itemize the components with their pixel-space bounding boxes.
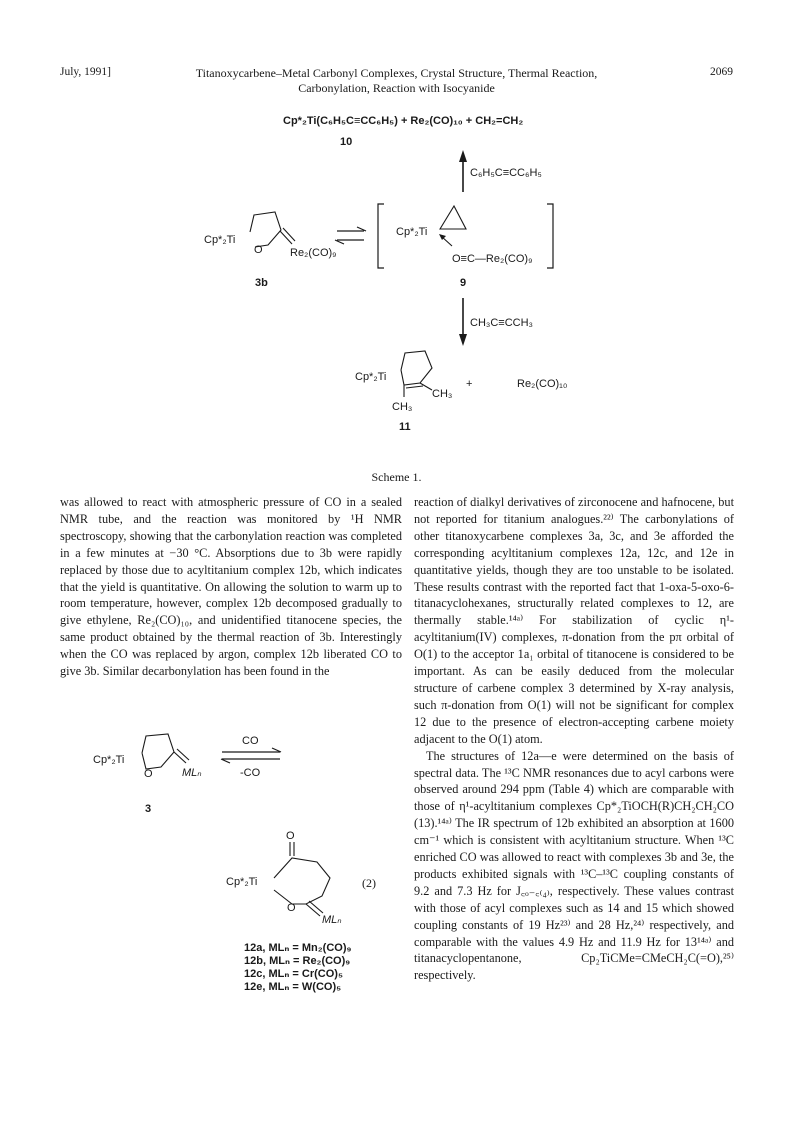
ch3-a-11: CH₃ — [432, 388, 453, 400]
bond-3-ml — [174, 752, 186, 763]
arrow-down-head — [459, 334, 467, 346]
bracket-right — [547, 204, 553, 268]
label-compound-10: 10 — [340, 136, 353, 148]
ml-3: MLₙ — [182, 767, 202, 779]
ring-11 — [401, 351, 432, 385]
right-column — [414, 494, 734, 984]
cp-ti-11: Cp*₂Ti — [355, 371, 387, 383]
equilibrium-back-head — [335, 240, 344, 244]
page-number: 2069 — [710, 66, 733, 78]
bracket-left — [378, 204, 384, 268]
label-compound-11: 11 — [399, 421, 411, 433]
def-12e: 12e, MLₙ = W(CO)₅ — [244, 981, 342, 993]
running-header-title — [0, 66, 793, 96]
scheme-1-figure — [0, 100, 793, 470]
cp-ti-12: Cp*₂Ti — [226, 876, 258, 888]
double-bond-11 — [406, 386, 423, 388]
ml-12: MLₙ — [322, 914, 342, 926]
double-bond-3b-re — [283, 228, 295, 241]
o-3: O — [144, 768, 153, 780]
titanacyclopropane-9 — [440, 206, 466, 229]
scheme-caption: Scheme 1. — [371, 470, 422, 484]
co-back-label: -CO — [240, 767, 261, 779]
reagent-diphenylacetylene: C₆H₅C≡CC₆H₅ — [470, 167, 542, 179]
label-compound-3: 3 — [145, 803, 152, 815]
co-forward-label: CO — [242, 735, 259, 747]
ring-3b — [250, 212, 281, 247]
reagent-2-butyne: CH₃C≡CCH₃ — [470, 317, 534, 329]
ring-3 — [142, 734, 174, 769]
cp-ti-3: Cp*₂Ti — [93, 754, 125, 766]
def-12c: 12c, MLₙ = Cr(CO)₅ — [244, 968, 343, 980]
left-column — [60, 494, 402, 680]
running-header-date: July, 1991] — [60, 66, 112, 78]
label-compound-3b: 3b — [255, 277, 268, 289]
scheme-top-products: Cp*₂Ti(C₆H₅C≡CC₆H₅) + Re₂(CO)₁₀ + CH₂=CH₂ — [283, 115, 524, 127]
double-bond-12-ml — [309, 901, 323, 913]
running-header-title-line2: Carbonylation, Reaction with Isocyanide — [298, 81, 495, 95]
cp-ti-9: Cp*₂Ti — [396, 226, 428, 238]
def-12b: 12b, MLₙ = Re₂(CO)₉ — [244, 955, 351, 967]
left-paragraph-1: was allowed to react with atmospheric pressure of CO in a sealed NMR tube, and the reaction was monitored by ¹H NMR spectroscopy, showing that the carbonylation reaction was completed in a few minutes at −30 °C. Absorptions due to 3b were rapidly replaced by those due to acyltitanium complex 12b, which indicates that the yield is quantitative. On allowing the solution to warm up to room temperature, however, complex 12b decomposed gradually to give ethylene, Re₂(CO)₁₀, and unidentified titanocene species, the same product obtained by the thermal reaction of 3b. Interestingly when the CO was replaced by argon, complex 12b liberated CO to give 3b. Similar decarbonylation has been found in the — [60, 495, 402, 679]
o-ring-12: O — [287, 902, 296, 914]
o-acyl-12: O — [286, 830, 295, 842]
cp-ti-3b: Cp*₂Ti — [204, 234, 236, 246]
ch3-b-11: CH₃ — [392, 401, 413, 413]
right-paragraph-1: reaction of dialkyl derivatives of zirconocene and hafnocene, but not reported for titanium analogues.²²⁾ The carbonylations of other titanoxycarbene complexes 3a, 3c, and 3e afforded the corresponding acyltitanium complexes 12a, 12c, and 12e in quantitative yields, though they are too unstable to be isolated. These results contrast with the reported fact that 1-oxa-5-oxo-6-titanacyclohexanes, structurally related complexes to 12, are thermally stable.¹⁴ᵃ⁾ For stabilization of cyclic η¹-acyltitanium(IV) complexes, π-donation from the pπ orbital of O(1) to the acceptor 1a₁ orbital of titanocene is considered to be important. As can be easily deduced from the molecular structure of carbene complex 3 determined by X-ray analysis, such π-donation from O(1) will not be significant for complex 12 due to the presence of electron-accepting carbene moiety adjacent to the O(1) atom. — [414, 495, 734, 746]
arrow-up-head — [459, 150, 467, 162]
bond-3b-re — [280, 231, 292, 244]
label-compound-9: 9 — [460, 277, 467, 289]
ring-12 — [274, 858, 330, 904]
right-paragraph-2: The structures of 12a—e were determined on the basis of spectral data. The ¹³C NMR resonances due to acyl carbons were observed around 294 ppm (Table 4) which are comparable with those of η¹-acyltitanium complexes Cp*₂TiOCH(R)CH₂CH₂CO (13).¹⁴ᵃ⁾ The IR spectrum of 12b exhibited an absorption at 1600 cm⁻¹ which is consistent with acyltitanium structure. When ¹³C enriched CO was allowed to react with complexes 3b and 3e, the products exhibited signals with ¹³C–¹³C coupling constants of 9.2 and 7.3 Hz for J꜀ₒ₋꜀₍₄₎, respectively. These values contrast with those of acyl complexes such as 14 and 15 which showed coupling constants of 19 Hz²³⁾ and 28 Hz,²⁴⁾ respectively, and comparable with the values 4.9 Hz and 11.9 Hz for 13¹⁴ᵃ⁾ and titanacyclopentanone, Cp₂TiCMe=CMeCH₂C(=O),²⁵⁾ respectively. — [414, 748, 734, 983]
re2co10-product: Re₂(CO)₁₀ — [517, 378, 568, 390]
equation-number: (2) — [362, 876, 376, 890]
def-12a: 12a, MLₙ = Mn₂(CO)₉ — [244, 942, 352, 954]
bond-12-ml — [306, 904, 320, 916]
oc-re-9: O≡C—Re₂(CO)₉ — [452, 253, 533, 265]
re2co9-3b: Re₂(CO)₉ — [290, 247, 337, 259]
equation-2-figure — [60, 730, 400, 1030]
plus-sign: + — [466, 378, 473, 390]
double-bond-3-ml — [177, 749, 189, 760]
running-header-title-line1: Titanoxycarbene–Metal Carbonyl Complexes, Crystal Structure, Thermal Reaction, — [195, 66, 598, 80]
o-3b: O — [254, 244, 263, 256]
